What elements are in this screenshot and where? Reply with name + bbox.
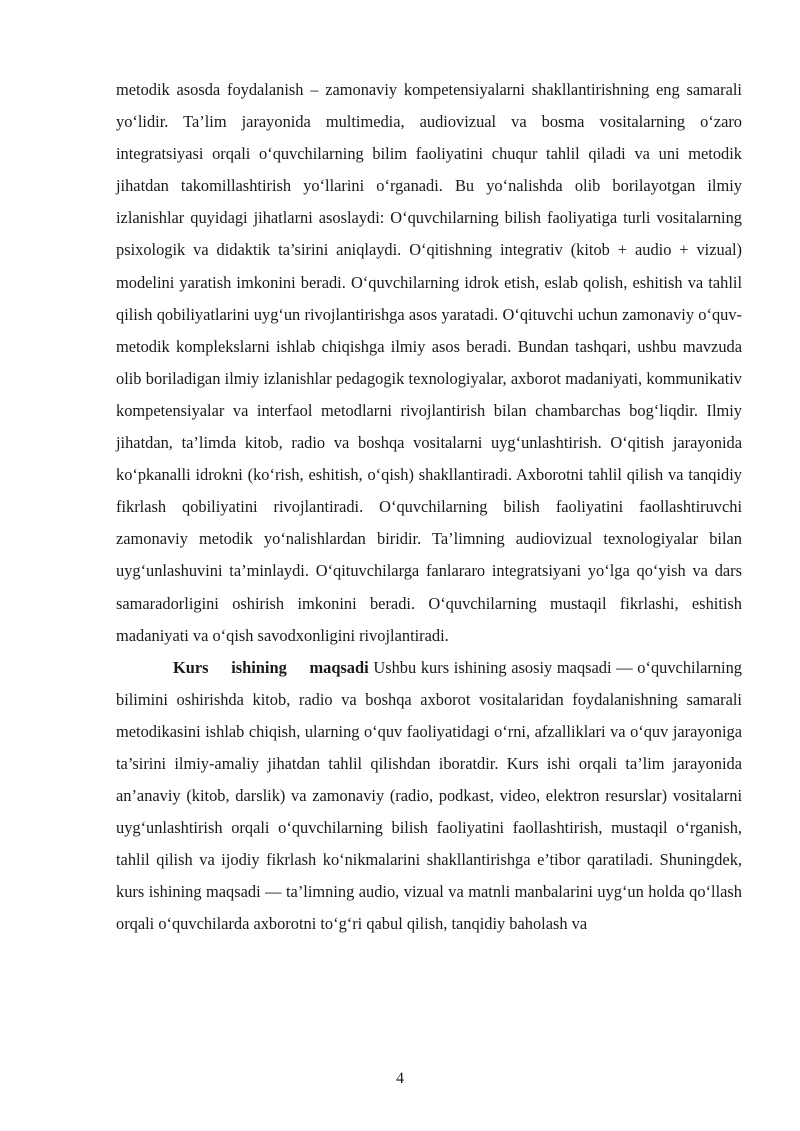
paragraph-course-goal <box>116 652 742 941</box>
page-number: 4 <box>396 1070 404 1087</box>
body-text <box>116 74 742 941</box>
paragraph-intro: metodik asosda foydalanish – zamonaviy kompetensiyalarni shakllantirishning eng samarali yo‘lidir. Ta’lim jarayonida multimedia, audiovizual va bosma vositalarning o‘zaro integratsiyasi orqali o‘quvchilarning bilim faoliyatini chuqur tahlil qiladi va uni metodik jihatdan takomillashtirish yo‘llarini o‘rganadi. Bu yo‘nalishda olib borilayotgan ilmiy izlanishlar quyidagi jihatlarni asoslaydi: O‘quvchilarning bilish faoliyatiga turli vositalarning psixologik va didaktik ta’sirini aniqlaydi. O‘qitishning integrativ (kitob + audio + vizual) modelini yaratish imkonini beradi. O‘quvchilarning idrok etish, eslab qolish, eshitish va tahlil qilish qobiliyatlarini uyg‘un rivojlantirishga asos yaratadi. O‘qituvchi uchun zamonaviy o‘quv-metodik komplekslarni ishlab chiqishga ilmiy asos beradi. Bundan tashqari, ushbu mavzuda olib boriladigan ilmiy izlanishlar pedagogik texnologiyalar, axborot madaniyati, kommunikativ kompetensiyalar va interfaol metodlarni rivojlantirish bilan chambarchas bog‘liqdir. Ilmiy jihatdan, ta’limda kitob, radio va boshqa vositalarni uyg‘unlashtirish. O‘qitish jarayonida ko‘pkanalli idrokni (ko‘rish, eshitish, o‘qish) shakllantiradi. Axborotni tahlil qilish va tanqidiy fikrlash qobiliyatini rivojlantiradi. O‘quvchilarning bilish faoliyatini faollashtiruvchi zamonaviy metodik yo‘nalishlardan biridir. Ta’limning audiovizual texnologiyalar bilan uyg‘unlashuvini ta’minlaydi. O‘qituvchilarga fanlararo integratsiyani yo‘lga qo‘yish va dars samaradorligini oshirish imkonini beradi. O‘quvchilarning mustaqil fikrlashi, eshitish madaniyati va o‘qish savodxonligini rivojlantiradi. <box>116 80 742 645</box>
course-goal-text: Ushbu kurs ishining asosiy maqsadi — o‘quvchilarning bilimini oshirishda kitob, radio va boshqa axborot vositalaridan foydalanishning samarali metodikasini ishlab chiqish, ularning o‘quv faoliyatidagi o‘rni, afzalliklari va o‘quv jarayoniga ta’sirini ilmiy-amaliy jihatdan tahlil qilishdan iboratdir. Kurs ishi orqali ta’lim jarayonida an’anaviy (kitob, darslik) va zamonaviy (radio, podkast, video, elektron resurslar) vositalarni uyg‘unlashtirish orqali o‘quvchilarning bilish faoliyatini faollashtirish, mustaqil o‘rganish, tahlil qilish va ijodiy fikrlash ko‘nikmalarini shakllantirishga e’tibor qaratiladi. Shuningdek, kurs ishining maqsadi — ta’limning audio, vizual va matnli manbalarini uyg‘un holda qo‘llash orqali o‘quvchilarda axborotni to‘g‘ri qabul qilish, tanqidiy baholash va <box>116 657 742 934</box>
section-heading-course-goal: Kurs ishining maqsadi <box>173 657 369 677</box>
